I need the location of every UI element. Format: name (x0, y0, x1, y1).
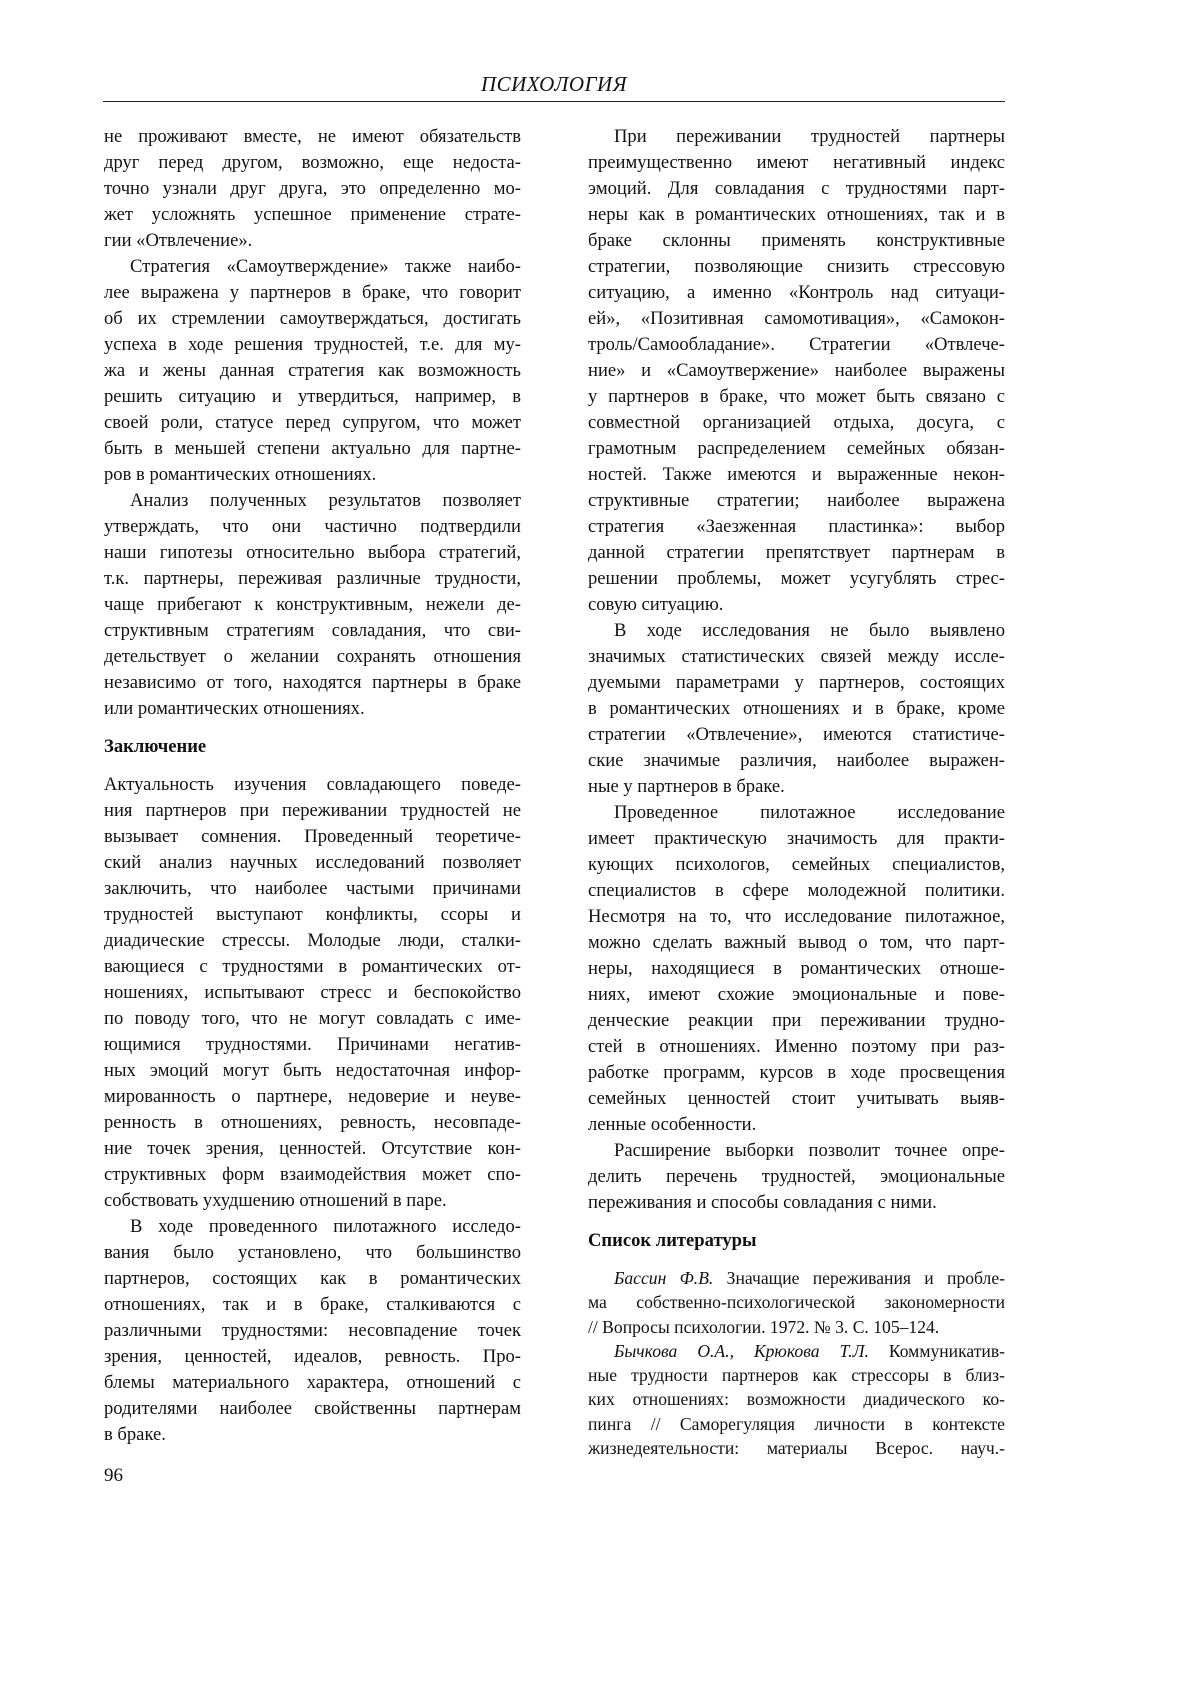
text-line: жа и жены данная стратегия как возможность (104, 358, 521, 384)
text-line: своей роли, статусе перед супругом, что может (104, 410, 521, 436)
text-line: об их стремлении самоутверждаться, достигать (104, 306, 521, 332)
header-rule (103, 101, 1005, 102)
paragraph (588, 618, 1005, 800)
text-line: ние точек зрения, ценностей. Отсутствие кон- (104, 1136, 521, 1162)
text-line: различными трудностями: несовпадение точек (104, 1318, 521, 1344)
text-line: независимо от того, находятся партнеры в браке (104, 670, 521, 696)
page-number: 96 (104, 1465, 123, 1487)
text-line: ния партнеров при переживании трудностей не (104, 798, 521, 824)
text-line: // Вопросы психологии. 1972. № 3. С. 105–124. (588, 1315, 1005, 1339)
text-line: т.к. партнеры, переживая различные трудности, (104, 566, 521, 592)
text-line: семейных ценностей стоит учитывать выяв- (588, 1086, 1005, 1112)
text-line: ностей. Также имеются и выраженные некон- (588, 462, 1005, 488)
text-line: эмоций. Для совладания с трудностями парт- (588, 176, 1005, 202)
text-line: чаще прибегают к конструктивным, нежели де- (104, 592, 521, 618)
text-line: ров в романтических отношениях. (104, 462, 521, 488)
text-line: стратегия «Заезженная пластинка»: выбор (588, 514, 1005, 540)
text-line: ющимися трудностями. Причинами негатив- (104, 1032, 521, 1058)
section-heading: Список литературы (588, 1228, 1005, 1254)
text-line: Проведенное пилотажное исследование (588, 800, 1005, 826)
reference-text: Коммуникатив- (869, 1341, 1005, 1361)
text-line: ных эмоций могут быть недостаточная инфор- (104, 1058, 521, 1084)
text-line: стратегии «Отвлечение», имеются статистиче- (588, 722, 1005, 748)
text-line: можно сделать важный вывод о том, что парт- (588, 930, 1005, 956)
text-line: ма собственно-психологической закономерности (588, 1290, 1005, 1314)
text-line: неры как в романтических отношениях, так и в (588, 202, 1005, 228)
text-line: вания было установлено, что большинство (104, 1240, 521, 1266)
text-line: гии «Отвлечение». (104, 228, 521, 254)
text-line: жет усложнять успешное применение страте- (104, 202, 521, 228)
text-line: ситуацию, а именно «Контроль над ситуаци- (588, 280, 1005, 306)
text-line: вающиеся с трудностями в романтических от- (104, 954, 521, 980)
reference-item (588, 1266, 1005, 1339)
text-line: неры, находящиеся в романтических отноше- (588, 956, 1005, 982)
text-line: ние» и «Самоутвержение» наиболее выражены (588, 358, 1005, 384)
paragraph (588, 1138, 1005, 1216)
text-line: Расширение выборки позволит точнее опре- (588, 1138, 1005, 1164)
text-line: специалистов в сфере молодежной политики. (588, 878, 1005, 904)
text-line: кующих психологов, семейных специалистов, (588, 852, 1005, 878)
text-line: решить ситуацию и утвердиться, например, в (104, 384, 521, 410)
text-line: переживания и способы совладания с ними. (588, 1190, 1005, 1216)
text-line: лее выражена у партнеров в браке, что говорит (104, 280, 521, 306)
text-line: В ходе проведенного пилотажного исследо- (104, 1214, 521, 1240)
paragraph (104, 488, 521, 722)
text-line: или романтических отношениях. (104, 696, 521, 722)
paragraph (104, 1214, 521, 1448)
text-line: Несмотря на то, что исследование пилотажное, (588, 904, 1005, 930)
text-line: быть в меньшей степени актуально для партне- (104, 436, 521, 462)
text-line: дуемыми параметрами у партнеров, состоящих (588, 670, 1005, 696)
text-line: в браке. (104, 1422, 521, 1448)
text-line: блемы материального характера, отношений с (104, 1370, 521, 1396)
text-line: совую ситуацию. (588, 592, 1005, 618)
text-line: денческие реакции при переживании трудно- (588, 1008, 1005, 1034)
text-line: ные трудности партнеров как стрессоры в близ- (588, 1363, 1005, 1387)
text-line: собствовать ухудшению отношений в паре. (104, 1188, 521, 1214)
text-line: грамотным распределением семейных обязан- (588, 436, 1005, 462)
text-line: ких отношениях: возможности диадического ко- (588, 1387, 1005, 1411)
text-line (588, 1266, 1005, 1290)
running-header: ПСИХОЛОГИЯ (103, 72, 1005, 97)
text-line: ниях, имеют схожие эмоциональные и пове- (588, 982, 1005, 1008)
text-line: пинга // Саморегуляция личности в контексте (588, 1412, 1005, 1436)
text-line: браке склонны применять конструктивные (588, 228, 1005, 254)
text-line: ские значимые различия, наиболее выражен- (588, 748, 1005, 774)
text-line: партнеров, состоящих как в романтических (104, 1266, 521, 1292)
text-line: данной стратегии препятствует партнерам в (588, 540, 1005, 566)
text-line: стратегии, позволяющие снизить стрессовую (588, 254, 1005, 280)
text-line: отношениях, так и в браке, сталкиваются с (104, 1292, 521, 1318)
text-line: друг перед другом, возможно, еще недоста- (104, 150, 521, 176)
text-line: в романтических отношениях и в браке, кроме (588, 696, 1005, 722)
reference-author: Бычкова О.А., Крюкова Т.Л. (614, 1341, 869, 1361)
text-line: зрения, ценностей, идеалов, ревность. Про- (104, 1344, 521, 1370)
text-line: значимых статистических связей между иссле- (588, 644, 1005, 670)
text-line: мированность о партнере, недоверие и неуве- (104, 1084, 521, 1110)
paragraph (104, 254, 521, 488)
text-line: утверждать, что они частично подтвердили (104, 514, 521, 540)
text-line: по поводу того, что не могут совладать с име- (104, 1006, 521, 1032)
text-line: преимущественно имеют негативный индекс (588, 150, 1005, 176)
text-line: ренность в отношениях, ревность, несовпаде- (104, 1110, 521, 1136)
text-line: жизнедеятельности: материалы Всерос. науч.- (588, 1436, 1005, 1460)
reference-author: Бассин Ф.В. (614, 1268, 713, 1288)
text-line: стей в отношениях. Именно поэтому при раз- (588, 1034, 1005, 1060)
text-line: работке программ, курсов в ходе просвещения (588, 1060, 1005, 1086)
text-line: трудностей выступают конфликты, ссоры и (104, 902, 521, 928)
text-line: ные у партнеров в браке. (588, 774, 1005, 800)
text-line: родителями наиболее свойственны партнерам (104, 1396, 521, 1422)
text-line: диадические стрессы. Молодые люди, сталки- (104, 928, 521, 954)
text-line: структивные стратегии; наиболее выражена (588, 488, 1005, 514)
text-line: ский анализ научных исследований позволяет (104, 850, 521, 876)
text-line: В ходе исследования не было выявлено (588, 618, 1005, 644)
text-line: ей», «Позитивная самомотивация», «Самокон- (588, 306, 1005, 332)
text-line: детельствует о желании сохранять отношения (104, 644, 521, 670)
text-line: у партнеров в браке, что может быть связано с (588, 384, 1005, 410)
reference-text: Значащие переживания и пробле- (713, 1268, 1005, 1288)
paragraph (588, 124, 1005, 618)
text-line (588, 1339, 1005, 1363)
text-line: имеет практическую значимость для практи- (588, 826, 1005, 852)
text-line: наши гипотезы относительно выбора стратегий, (104, 540, 521, 566)
text-line: При переживании трудностей партнеры (588, 124, 1005, 150)
text-line: не проживают вместе, не имеют обязательств (104, 124, 521, 150)
text-line: структивным стратегиям совладания, что сви- (104, 618, 521, 644)
text-line: ношениях, испытывают стресс и беспокойство (104, 980, 521, 1006)
text-line: троль/Самообладание». Стратегии «Отвлече- (588, 332, 1005, 358)
paragraph (104, 772, 521, 1214)
right-column (588, 124, 1005, 1460)
text-line: совместной организацией отдыха, досуга, с (588, 410, 1005, 436)
text-line: структивных форм взаимодействия может спо- (104, 1162, 521, 1188)
text-line: успеха в ходе решения трудностей, т.е. для му- (104, 332, 521, 358)
text-line: делить перечень трудностей, эмоциональные (588, 1164, 1005, 1190)
paragraph (588, 800, 1005, 1138)
text-line: заключить, что наиболее частыми причинами (104, 876, 521, 902)
section-heading: Заключение (104, 734, 521, 760)
paragraph (104, 124, 521, 254)
reference-item (588, 1339, 1005, 1460)
text-line: вызывает сомнения. Проведенный теоретиче- (104, 824, 521, 850)
text-line: точно узнали друг друга, это определенно мо- (104, 176, 521, 202)
text-line: ленные особенности. (588, 1112, 1005, 1138)
text-line: Анализ полученных результатов позволяет (104, 488, 521, 514)
text-line: решении проблемы, может усугублять стрес- (588, 566, 1005, 592)
left-column (104, 124, 521, 1448)
text-line: Актуальность изучения совладающего поведе- (104, 772, 521, 798)
text-line: Стратегия «Самоутверждение» также наибо- (104, 254, 521, 280)
